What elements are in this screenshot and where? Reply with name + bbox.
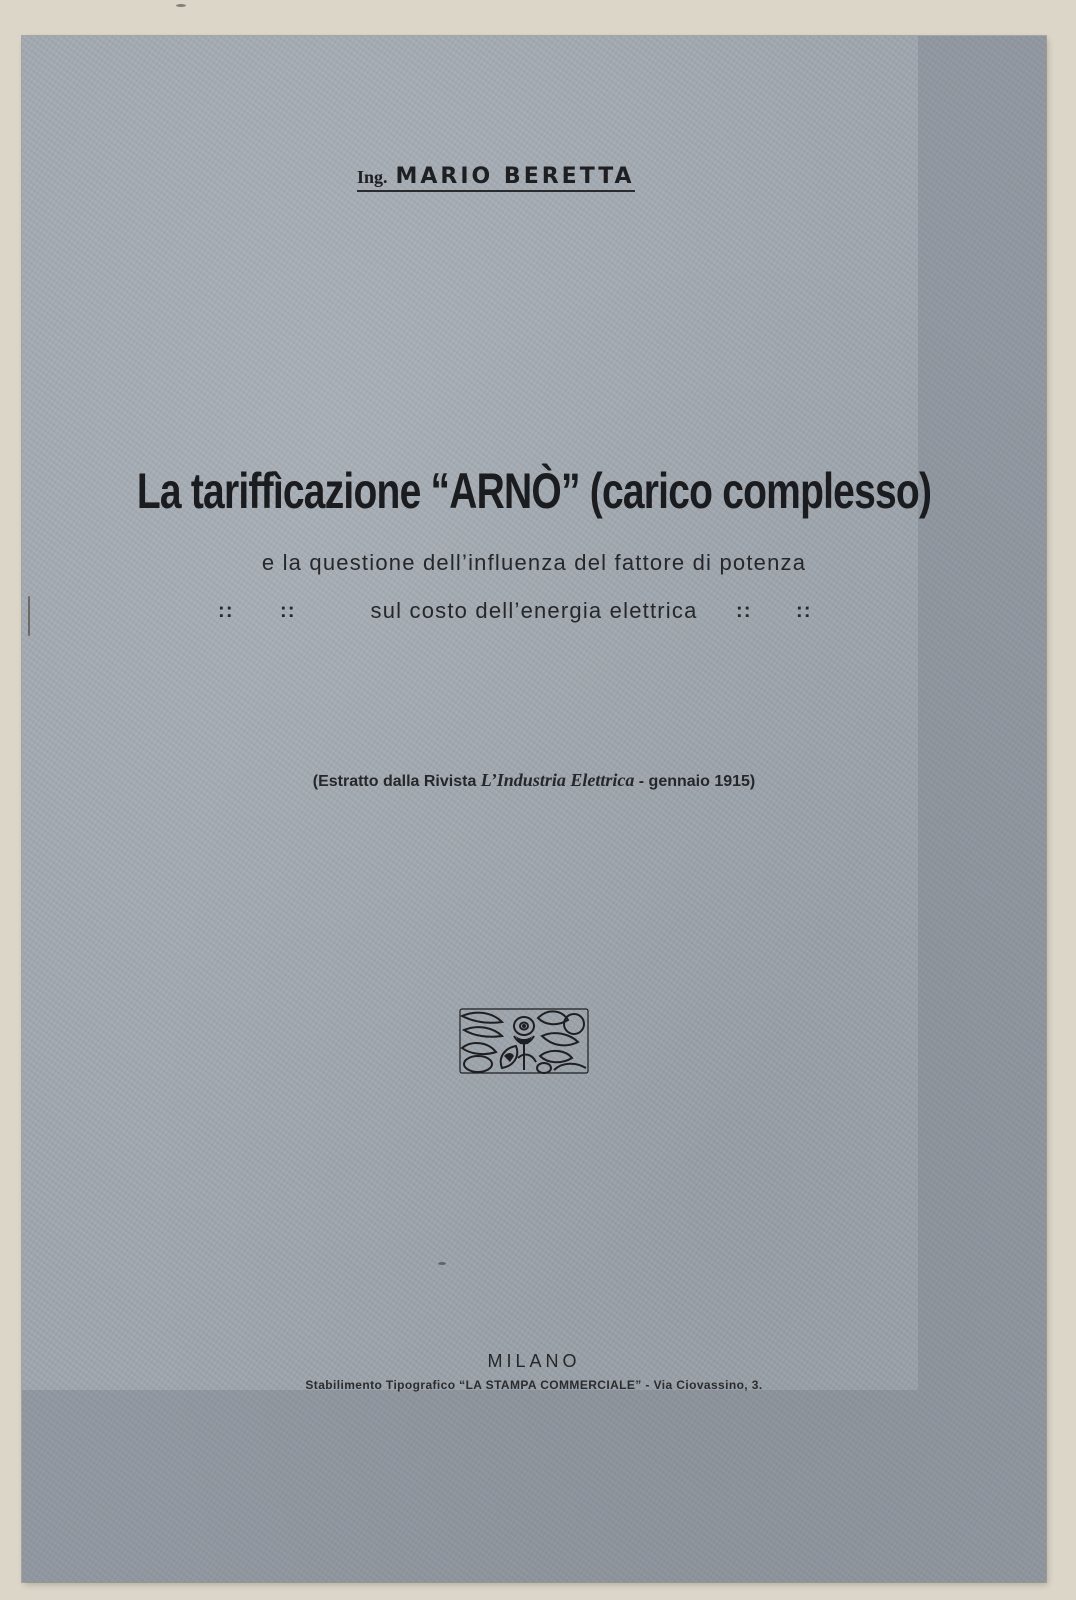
- author-name: MARIO BERETTA: [395, 164, 635, 189]
- separator-left-inner: ::: [280, 600, 296, 622]
- separator-left-outer: ::: [218, 600, 234, 622]
- author-prefix: Ing.: [357, 167, 388, 187]
- printer-imprint: Stabilimento Tipografico “LA STAMPA COMMERCIALE” - Via Ciovassino, 3.: [305, 1378, 763, 1392]
- floral-ornament-icon: [458, 1006, 590, 1076]
- booklet-title: La tariffìcazione “ARNÒ” (carico complesso): [136, 463, 932, 519]
- subtitle-line-2: sul costo dell’energia elettrica: [370, 598, 698, 623]
- publication-city: MILANO: [487, 1351, 581, 1371]
- journal-name: L’Industria Elettrica: [480, 770, 635, 790]
- extract-before: (Estratto dalla Rivista: [312, 773, 477, 790]
- subtitle-line-1: e la questione dell’influenza del fattore di potenza: [261, 550, 807, 575]
- separator-right-inner: ::: [736, 600, 752, 622]
- subtitle-line-2-row: [22, 598, 1046, 628]
- author-line: [357, 164, 635, 192]
- stain-speck: [438, 1262, 446, 1265]
- cover-shade-bottom: [22, 1390, 918, 1582]
- author-block: [22, 0, 1046, 200]
- extract-after: - gennaio 1915): [638, 773, 756, 790]
- separator-right-outer: ::: [796, 600, 812, 622]
- extract-note: [22, 770, 1046, 791]
